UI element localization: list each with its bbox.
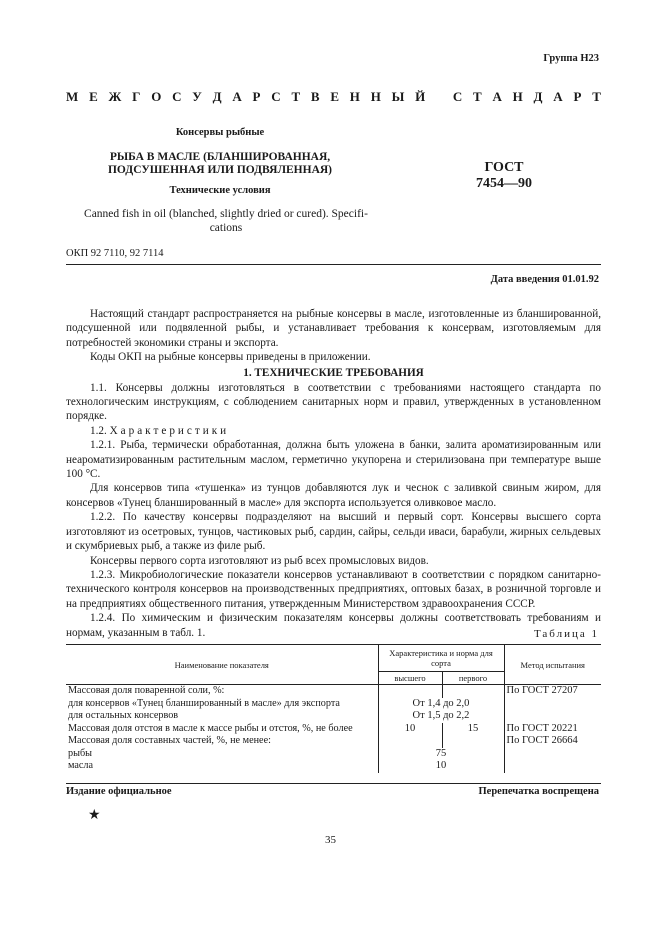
- col-header-characteristic: Характеристика и норма для сорта: [378, 645, 504, 672]
- table-row: [66, 760, 601, 773]
- paragraph-first-grade: Консервы первого сорта изготовляют из рыб всех промысловых видов.: [90, 554, 429, 567]
- document-title: [60, 151, 380, 177]
- table-body: [66, 685, 601, 773]
- banner-letter: Т: [592, 89, 601, 104]
- table-row: [66, 685, 601, 698]
- banner-letter: Д: [533, 89, 543, 104]
- clause-heading: Характеристики: [109, 424, 230, 437]
- col-header-first-grade: первого: [442, 672, 504, 685]
- test-method: По ГОСТ 20221: [504, 723, 601, 736]
- banner-letter: Г: [132, 89, 141, 104]
- title-line-2: ПОДСУШЕННАЯ ИЛИ ПОДВЯЛЕННАЯ): [107, 164, 333, 176]
- banner-letter: Е: [89, 89, 98, 104]
- gost-code: 7454—90: [476, 176, 532, 191]
- paragraph-1-1: 1.1. Консервы должны изготовляться в соответствии с требованиями настоящего стандарта по технологическим инструкциям, с соблюдением санитарных норм и правил, утвержденных в установленном порядке.: [66, 381, 601, 423]
- page-number: 35: [325, 834, 336, 846]
- test-method: [504, 710, 601, 723]
- norm-value: 10: [378, 760, 504, 773]
- document-body: [66, 307, 601, 640]
- paragraph-1-2-4: 1.2.4. По химическим и физическим показателям консервы должны соответствовать требованиям и нормам, указанным в табл. 1.: [66, 612, 601, 639]
- table-row: [66, 723, 601, 736]
- banner-letter: Т: [473, 89, 482, 104]
- test-method: По ГОСТ 27207: [504, 685, 601, 698]
- banner-letter: С: [271, 89, 281, 104]
- indicator-name: Массовая доля поваренной соли, %:: [68, 685, 225, 696]
- indicator-name: Массовая доля составных частей, %, не менее:: [68, 735, 271, 746]
- product-category: Консервы рыбные: [175, 127, 265, 138]
- star-icon: ★: [88, 808, 101, 823]
- first-grade-value: [442, 735, 504, 748]
- col-header-name: Наименование показателя: [66, 645, 378, 685]
- table-row: [66, 735, 601, 748]
- reprint-prohibited: Перепечатка воспрещена: [478, 786, 599, 797]
- group-code: Группа Н23: [543, 53, 599, 64]
- test-method: [504, 698, 601, 711]
- banner-letter: Ы: [391, 89, 405, 104]
- document-subtitle: Технические условия: [169, 185, 271, 196]
- test-method: По ГОСТ 26664: [504, 735, 601, 748]
- indicator-name: Массовая доля отстоя в масле к массе рыбы и отстоя, %, не более: [68, 722, 353, 734]
- paragraph-okp: Коды ОКП на рыбные консервы приведены в приложении.: [90, 351, 371, 364]
- english-title: [66, 207, 386, 235]
- first-grade-value: 15: [442, 723, 504, 736]
- interstate-standard-banner: [66, 89, 601, 105]
- table-row: [66, 748, 601, 761]
- banner-letter: [436, 89, 442, 105]
- paragraph-intro: Настоящий стандарт распространяется на рыбные консервы в масле, изготовленные из бланшированной, подсушенной или подвяленной рыбы, и устанавливает требования к консервам, изготовляемым для потребностей экономики страны и экспорта.: [66, 308, 601, 349]
- okp-codes: ОКП 92 7110, 92 7114: [66, 248, 164, 259]
- col-header-method: Метод испытания: [504, 645, 601, 685]
- top-grade-value: 10: [378, 723, 442, 736]
- introduction-date: [491, 274, 599, 285]
- banner-letter: Д: [212, 89, 222, 104]
- table-row: [66, 710, 601, 723]
- test-method: [504, 748, 601, 761]
- norm-value: От 1,4 до 2,0: [378, 698, 504, 711]
- title-line-1: РЫБА В МАСЛЕ (БЛАНШИРОВАННАЯ,: [109, 151, 331, 163]
- date-label: Дата введения: [490, 274, 560, 285]
- first-grade-value: [442, 685, 504, 698]
- paragraph-1-2: [66, 424, 601, 438]
- banner-letter: Н: [512, 89, 523, 104]
- banner-letter: С: [452, 89, 463, 104]
- indicator-name: масла: [68, 760, 94, 771]
- english-title-line-2: cations: [209, 222, 243, 234]
- banner-letter: Е: [330, 89, 340, 104]
- banner-letter: С: [172, 89, 182, 104]
- section-heading-1: 1. ТЕХНИЧЕСКИЕ ТРЕБОВАНИЯ: [243, 366, 424, 379]
- banner-letter: А: [553, 89, 563, 104]
- top-grade-value: [378, 685, 442, 698]
- banner-letter: У: [192, 89, 202, 104]
- header-divider: [66, 264, 601, 265]
- paragraph-1-2-3: 1.2.3. Микробиологические показатели консервов устанавливают в соответствии с порядком санитарно-технического контроля консервов на производственных предприятиях, оптовых базах, в розничной торговле и на предприятиях общественного питания, утвержденным Министерством здравоохранения СССР.: [66, 568, 601, 610]
- table-caption: Таблица 1: [533, 628, 599, 640]
- paragraph-1-2-1: 1.2.1. Рыба, термически обработанная, должна быть уложена в банки, залита ароматизированным или неароматизированным растительным маслом, герметично укупорена и стерилизована при температуре выше 100 °С.: [66, 439, 601, 481]
- col-header-top-grade: высшего: [378, 672, 442, 685]
- banner-letter: Н: [370, 89, 381, 104]
- indicator-name: для остальных консервов: [68, 710, 179, 721]
- footer-divider: [66, 783, 601, 784]
- paragraph-1-2-2: 1.2.2. По качеству консервы подразделяют на высший и первый сорт. Консервы высшего сорта изготовляют из осетровых, тунцов, частиковых рыб, сардин, сайры, сельди иваси, барабули, жирных сельдевых и скумбриевых рыб, а также из филе рыб.: [66, 511, 601, 553]
- banner-letter: В: [310, 89, 320, 104]
- table-row: [66, 698, 601, 711]
- test-method: [504, 760, 601, 773]
- official-edition: Издание официальное: [66, 786, 172, 797]
- banner-letter: М: [66, 89, 79, 104]
- gost-label: ГОСТ: [484, 160, 524, 175]
- english-title-line-1: Canned fish in oil (blanched, slightly dried or cured). Specifi-: [84, 208, 368, 220]
- banner-letter: Т: [291, 89, 301, 104]
- indicator-name: рыбы: [68, 747, 92, 759]
- banner-letter: Ж: [108, 89, 122, 104]
- clause-number: 1.2.: [90, 424, 107, 437]
- gost-number: [454, 160, 554, 192]
- norm-value: 75: [378, 748, 504, 761]
- banner-letter: О: [151, 89, 162, 104]
- paragraph-tushenka: Для консервов типа «тушенка» из тунцов добавляются лук и чеснок с заливкой свиным жиром, для консервов «Тунец бланшированный в масле» для экспорта используется оливковое масло.: [66, 482, 601, 509]
- norm-value: От 1,5 до 2,2: [378, 710, 504, 723]
- top-grade-value: [378, 735, 442, 748]
- banner-letter: Й: [415, 89, 426, 104]
- banner-letter: Р: [573, 89, 582, 104]
- banner-letter: Н: [349, 89, 360, 104]
- date-value: 01.01.92: [562, 274, 599, 285]
- table-1: [66, 644, 601, 773]
- banner-letter: Р: [252, 89, 261, 104]
- banner-letter: А: [232, 89, 242, 104]
- banner-letter: А: [492, 89, 502, 104]
- indicator-name: для консервов «Тунец бланшированный в масле» для экспорта: [68, 697, 340, 709]
